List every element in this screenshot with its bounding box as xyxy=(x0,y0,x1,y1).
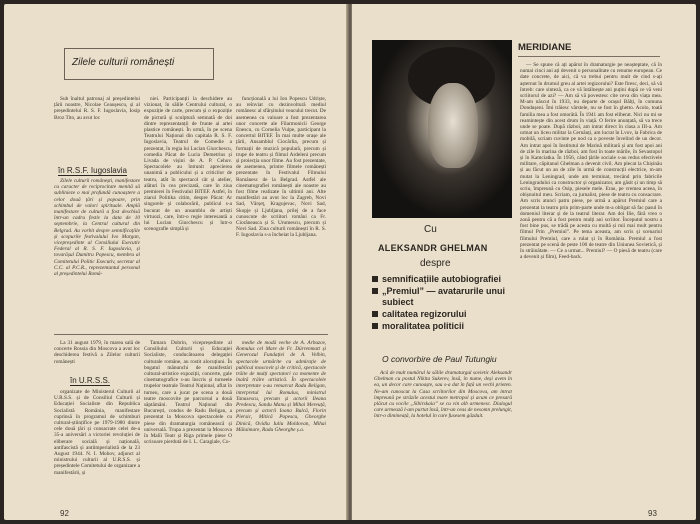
col3-bottom-text: medie de modă veche de A. Arbuzov, Romulus cel Mare de Fr. Dürrenmatt și Generozul Fundației de A. Velbin, spectacole urmărite cu admirație de publicul moscovit și de critică, spectacole trăite de mulți spectatori ca momente de înaltă trăire artistică. În spectacolele interpretate s-au remarcat Radu Beligan, interpretul lui Romulus, ministrul Tanasescu, precum și actorii Ileana Predescu, Sandu Manu și Mihai Mereuță, precum și actorii Ioana Bulcă, Florin Piersic, Mitică Popescu, Gheorghe Dinică, Ovidiu Iuliu Moldovan, Mihai Mălaimare, Radu Gheorghe ș.a. xyxy=(236,340,326,433)
topic-item: moralitatea politicii xyxy=(372,321,522,332)
col1-bottom-text-2: organizate de Ministerul Culturii al U.R.S.S. și de Consiliul Culturii și Educației Socialiste din Republica Socialistă România, manifestare cuprinsă în programul de schimburi cultural-științifice pe 1979-1980 dintre cele două țări și consacrate celei de-a 35-a aniversări a victoriei revoluției de eliberare socială și națională, antifascistă și antiimperialistă de la 23 August 1944. N. I. Mohov, adjunct al ministrului culturii al U.R.S.S. și președintele Comitetului de organizare a manifestării, și xyxy=(54,389,140,476)
col1-mid-text: Zilele culturii românești, manifestare cu caracter de reciprocitate menită să sublinieze o mai profundă cunoaștere a celor două țări și popoare, prin schimbul de valori spirituale. Amplă manifestare de cultură a fost deschisă într-un cadru festiv la data de 10 septembrie, la Centrul cultural din Belgrad. Au vorbit despre semnificațiile și scopurile festivalului Ivo Margan, vicepreședinte al Consiliului Executiv Federal al R. S. F. Iugoslavia, și tovarășul Dumitru Popescu, membru al Comitetului Politic Executiv, secretar al C.C. al P.C.R., reprezentantul personal al președintelui Româ- xyxy=(54,178,140,278)
page-title: Zilele culturii românești xyxy=(72,57,175,68)
region-heading-urss: în U.R.S.S. xyxy=(70,376,111,385)
interview-despre: despre xyxy=(420,258,451,269)
header-rule xyxy=(518,56,660,57)
interviewee-name: ALEKSANDR GHELMAN xyxy=(378,243,488,253)
intro-text: Acă de mult numărul la sălile dramaturgul sovietic Aleksandr Ghelman cu postul Nikita Sukerev, însă, în nume, deși avem în ea, un decor care cunoaște, sau s-a dat în față un vechi prieten. Ne-am cunoscut la Casa scriitorilor din Moscova, am intrat împreună pe străzile acestui mare metropol și acum ce presară plăcut cu vocile „Sibirskaia” se cu vin alb armenesc. Dialogul care urmează l-am purtat însă, într-un ceas de nesomn prelungit, într-o dimineață, la hotelul în care fusesem găzduit. xyxy=(374,370,512,420)
section-divider xyxy=(54,334,328,335)
col3-top-text: funcțională a lui Ion Popescu Udriște, au reînviat cu dezinvoltură mediul românesc al sfârșitului veacului trecut. De asemenea cu valoare a fost prezentarea unor concerte ale Filarmonicii George Enescu, cu Cornelia Vulpe, participant la concertul BITEF. În mai multe orașe ale țării, Ansamblul Ciocârlia, precum și formații de muzică populară, precum și trupe de teatru și filmul Ardeleni precum și proiecția unor filme. Au fost prezentate, de asemenea, printre filmele românești prezentate în Festivalul Filmului Românesc de la Belgrad. Astfel ale cinematografiei românești ale noastre au fost filme realizate în ultimii ani. Alte manifestări au avut loc la Zagreb, Novi Sad, Vârșeț, Kragujevac, Novi Sad, Skopje și Ljubljana, prilej de a face cunoscute de scriitori români ca Fr. Ciorăneasca și S. Urumescu, precum și Novi Sad. Ziua culturii românești în R. S. F. Iugoslavia s-a încheiat la Ljubljana. xyxy=(236,96,326,239)
col1-top-text: Sub înaltul patronaj al președintelui țării noastre, Nicolae Ceaușescu, și al președintelui R. S. F. Iugoslavia, Iosip Broz Tito, au avut loc xyxy=(54,96,140,121)
page-number: 92 xyxy=(60,509,69,518)
region-heading-yugoslavia: în R.S.F. Iugoslavia xyxy=(58,166,127,175)
left-page xyxy=(4,4,348,520)
right-page xyxy=(352,4,696,520)
topic-list xyxy=(372,274,522,333)
col2-top-text: niei. Participanții la deschidere au vizionat, în sălile Centrului cultural, o expoziție de carte, precum și o expoziție de pictură și sculptură semnată de doi dintre reprezentanții de frunte ai artei plastice românești. În urmă, în pe scena Teatrului Național din capitala R. S. F. Iugoslavia, Teatrul de Comedie a prezentat, în regia lui Lucian Giurchescu, comedia Păcat de Lucia Demetrius și Livada de vișini de A. P. Cehov. Spectacolele au întrunit aprecierea unanimă a publicului și a criticilor de teatru, atât în spectacol cât și atelier, alături în cea precizată, care în ziua premierei în Festivalul BITEF. Astfel, în ziarul Politika citim, despre Păcat: Ar singurele și colaborării, publicul s-a bucurat de un ansamblu de artiști virtuozi, care, într-o regie interesantă a lui Lucian Giurchescu și într-o scenografie simplă și xyxy=(144,96,232,233)
topic-item: „Premiul” — avatarurile unui subiect xyxy=(372,286,522,308)
interview-body-text: — Se spune că ați apărut în dramaturgie pe neașteptate, că în numai cinci ani ați devenit o personalitate cu renume european. Ce date concrete, de aici, că va trebui pentru mult de cind s-ați așternut în drumul greu al artei regizorului? Este firesc, deci, să vă întreb: care sinteză, ca ce vă întâlnește ani puțini după ce vă veni scriitorul de azi? — Am să vă povestesc cite ceva din viața mea. M-am născut în 1933, nu departe de orașul Bălți, în comuna Dondușeni. Îmi trăiesc vârstele, nu se fost în ghetto. Acolo, toată familia mea a fost omorâtă. În 1941 am fost eliberat. Nici nu mi se reamintește din acest drum în viață. O ferire anunțată, să va trece unde se poate. După război, am intrat direct în clasa a III-a. Am urmat un liceu militar la Cernăuți, am lucrat în Lvov, la Fabrica de mobilă, scriam cuvinte pe nod ca o poveste învelind de un decor. Am intrat apoi în Institutul de Marină militară și am fost apoi ani de zile în marina de război, am fost în toate mările, în Sevastopol și în Kamciatka. În 1956, când țările sociale s-au redus efectivele militare, căpitanul Ghelman a devenit civil. Am plecat la Chișinău și au făcut un an de zile în urmă de construcții electrice, m-am mutat la Leningrad, unde am terminat, trecând prin fabricile Leningradului ca constructor și organizator, am găsit și un timp să scriu, împreună cu Osip, piesele mele. Erau, pe vremea aceea, în obișnuitul meu. Scriam, ca jurnalist, piese de teatru cu consacrare. Am scris atunci patru piese, pe urmă a apărut Premiul care a prezentat la teatru prin prim-parte unde m-a obligat să fac pasul în domeniul literar și de la teatrul literar. Am doi Ilie, fără vreo o zonă pentru că a fost pentru mulți ani scriitor. Începutul nostru a fost bine pus, se trădă pe acesta cu multă și mii mai mult pentru filmul Prin „Premiul”. Pe tema aceasta, am scris și scenariul filmului Premiul, care a rulat și în România. Premiul a fost prezentat pe scenă de peste 100 de teatre din Uniunea Sovietică, și în străinătate. — Ce a urmat... Premiul? — O piesă de teatru (care a devenit și film), Feed-back. xyxy=(520,62,662,261)
author-portrait-photo xyxy=(372,40,512,218)
page-number: 93 xyxy=(648,509,657,518)
interviewer-byline: O convorbire de Paul Tutungiu xyxy=(382,354,497,364)
portrait-face xyxy=(428,83,478,168)
topic-item: semnificațiile autobiografiei xyxy=(372,274,522,285)
col1-bottom-text: La 31 august 1979, în marea sală de concerte Rossia din Moscova a avut loc deschiderea festivă a Zilelor culturii românești xyxy=(54,340,140,365)
topic-item: calitatea regizorului xyxy=(372,309,522,320)
section-header: MERIDIANE xyxy=(518,42,572,53)
col2-bottom-text: Tamara Dobrin, vicepreședinte al Consiliului Culturii și Educației Socialiste, conducătoarea delegației culturale române, au rostit alocuțiuni. În bogatul mănunchi de manifestări cultural-artistice expoziții, concerte, gale cinematografice s-au înscris și turneele trupelor teatrale Teatrul Național, aflat în turneu, care a jucat pe scena a două teatre moscovite pe parcursul a două săptămâni. Teatrul Național din București, condus de Radu Beligan, a prezentat la Moscova spectacolele cu piese din dramaturgia românească și universală. Trupa a prezentat la Moscova în Malîi Teatr și Riga primele piese O scrisoare pierdută de I. L. Caragiale, Co- xyxy=(144,340,232,446)
interview-cu: Cu xyxy=(424,224,437,235)
